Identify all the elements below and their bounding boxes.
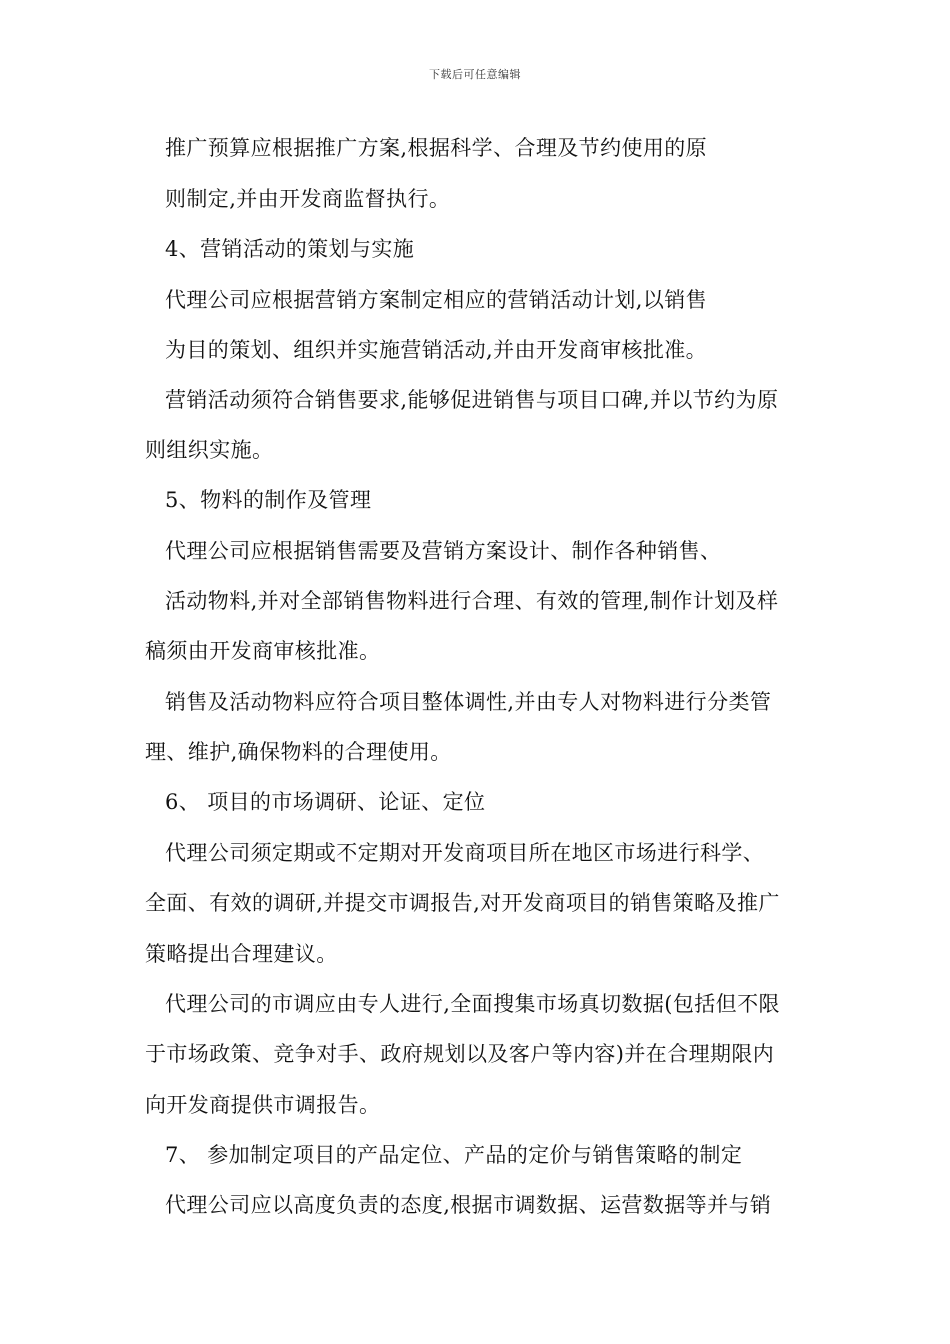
paragraph-line: 则组织实施。 (145, 438, 274, 462)
section-heading: 5、物料的制作及管理 (165, 488, 372, 512)
section-heading: 7、 参加制定项目的产品定位、产品的定价与销售策略的制定 (165, 1143, 743, 1167)
paragraph-line: 代理公司的市调应由专人进行,全面搜集市场真切数据(包括但不限 (165, 992, 780, 1016)
paragraph-line: 代理公司应根据营销方案制定相应的营销活动计划,以销售 (165, 288, 708, 312)
paragraph-line: 策略提出合理建议。 (145, 942, 338, 966)
paragraph-line: 理、维护,确保物料的合理使用。 (145, 740, 452, 764)
paragraph-line: 向开发商提供市调报告。 (145, 1093, 381, 1117)
section-heading: 6、 项目的市场调研、论证、定位 (165, 790, 486, 814)
paragraph-line: 营销活动须符合销售要求,能够促进销售与项目口碑,并以节约为原 (165, 388, 779, 412)
paragraph-line: 则制定,并由开发商监督执行。 (165, 187, 451, 211)
paragraph-line: 活动物料,并对全部销售物料进行合理、有效的管理,制作计划及样 (165, 589, 779, 613)
section-heading: 4、营销活动的策划与实施 (165, 237, 415, 261)
paragraph-line: 稿须由开发商审核批准。 (145, 639, 381, 663)
paragraph-line: 销售及活动物料应符合项目整体调性,并由专人对物料进行分类管 (165, 690, 772, 714)
paragraph-line: 为目的策划、组织并实施营销活动,并由开发商审核批准。 (165, 338, 708, 362)
paragraph-line: 代理公司应以高度负责的态度,根据市调数据、运营数据等并与销 (165, 1193, 772, 1217)
paragraph-line: 推广预算应根据推广方案,根据科学、合理及节约使用的原 (165, 136, 708, 160)
paragraph-line: 全面、有效的调研,并提交市调报告,对开发商项目的销售策略及推广 (145, 891, 780, 915)
paragraph-line: 代理公司须定期或不定期对开发商项目所在地区市场进行科学、 (165, 841, 765, 865)
paragraph-line: 代理公司应根据销售需要及营销方案设计、制作各种销售、 (165, 539, 722, 563)
page-header: 下载后可任意编辑 (429, 68, 521, 81)
paragraph-line: 于市场政策、竞争对手、政府规划以及客户等内容)并在合理期限内 (145, 1042, 775, 1066)
